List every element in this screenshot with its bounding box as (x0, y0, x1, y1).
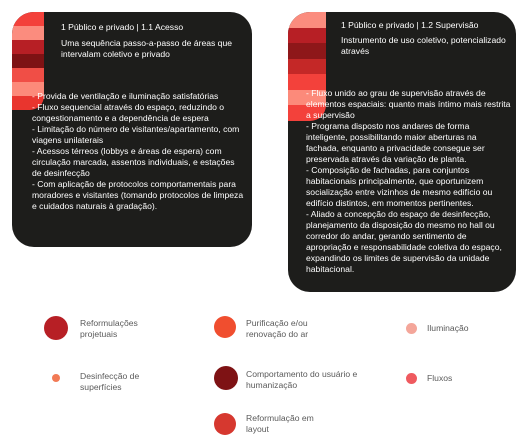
stripe (12, 40, 44, 54)
circle-icon (406, 373, 417, 384)
bullet-item: - Fluxo sequencial através do espaço, reduzindo o congestionamento e a dependência de espera (32, 102, 225, 123)
card-title: 1 Público e privado | 1.2 Supervisão (341, 20, 479, 30)
legend-label: Reformulações projetuais (80, 318, 138, 339)
stripe (288, 28, 326, 44)
stripe (12, 26, 44, 40)
legend-label: Fluxos (427, 373, 453, 383)
stripe (288, 59, 326, 75)
stripe (12, 54, 44, 68)
bullet-item: - Programa disposto nos andares de forma inteligente, possibilitando maior aberturas na fachada, enquanto a privacidade consegue ser preservada através da variação de planta. (306, 121, 485, 164)
circle-icon (214, 316, 236, 338)
legend-label: Iluminação (427, 323, 469, 333)
bullet-item: - Acessos térreos (lobbys e áreas de espera) com circulação marcada, assentos individuais, e estações de desinfecção (32, 146, 235, 178)
stripe (288, 12, 326, 28)
card-acesso (12, 12, 252, 247)
bullet-item: - Provida de ventilação e iluminação satisfatórias (32, 91, 219, 101)
bullet-item: - Composição de fachadas, para conjuntos habitacionais principalmente, que oportunizem socialização entre vizinhos de mesmo edifício ou edifício distintos, em momentos pertinentes. (306, 165, 493, 208)
stripe (12, 68, 44, 82)
card-supervisao (288, 12, 516, 292)
card-title: 1 Público e privado | 1.1 Acesso (61, 22, 184, 32)
circle-icon (406, 323, 417, 334)
circle-icon (214, 413, 236, 435)
bullet-item: - Fluxo unido ao grau de supervisão através de elementos espaciais: quanto mais íntimo mais restrita a supervisão (306, 88, 511, 120)
legend-label: Reformulação em layout (246, 413, 314, 434)
circle-icon (214, 366, 238, 390)
bullet-item: - Limitação do número de visitantes/apartamento, com viagens unilaterais (32, 124, 240, 145)
stripe (288, 43, 326, 59)
bullet-list (32, 91, 246, 212)
bullet-item: - Aliado a concepção do espaço de desinfecção, planejamento da disposição do mesmo no hall ou corredor do andar, gerando sentimento de apropriação e responsabilidade coletiva do espaço, expandindo os limites de supervisão da unidade habitacional. (306, 209, 502, 274)
card-subtitle: Instrumento de uso coletivo, potencializado através (341, 35, 506, 56)
bullet-item: - Com aplicação de protocolos comportamentais para moradores e visitantes (tomando protocolos de limpeza e cuidados naturais à gradação). (32, 179, 244, 211)
circle-icon (44, 316, 68, 340)
bullet-list (306, 88, 511, 275)
stripe (12, 12, 44, 26)
legend-label: Comportamento do usuário e humanização (246, 369, 358, 390)
legend-label: Desinfecção de superfícies (80, 371, 140, 392)
circle-icon (52, 374, 60, 382)
legend-label: Purificação e/ou renovação do ar (246, 318, 309, 339)
card-subtitle: Uma sequência passo-a-passo de áreas que intervalam coletivo e privado (61, 38, 233, 59)
